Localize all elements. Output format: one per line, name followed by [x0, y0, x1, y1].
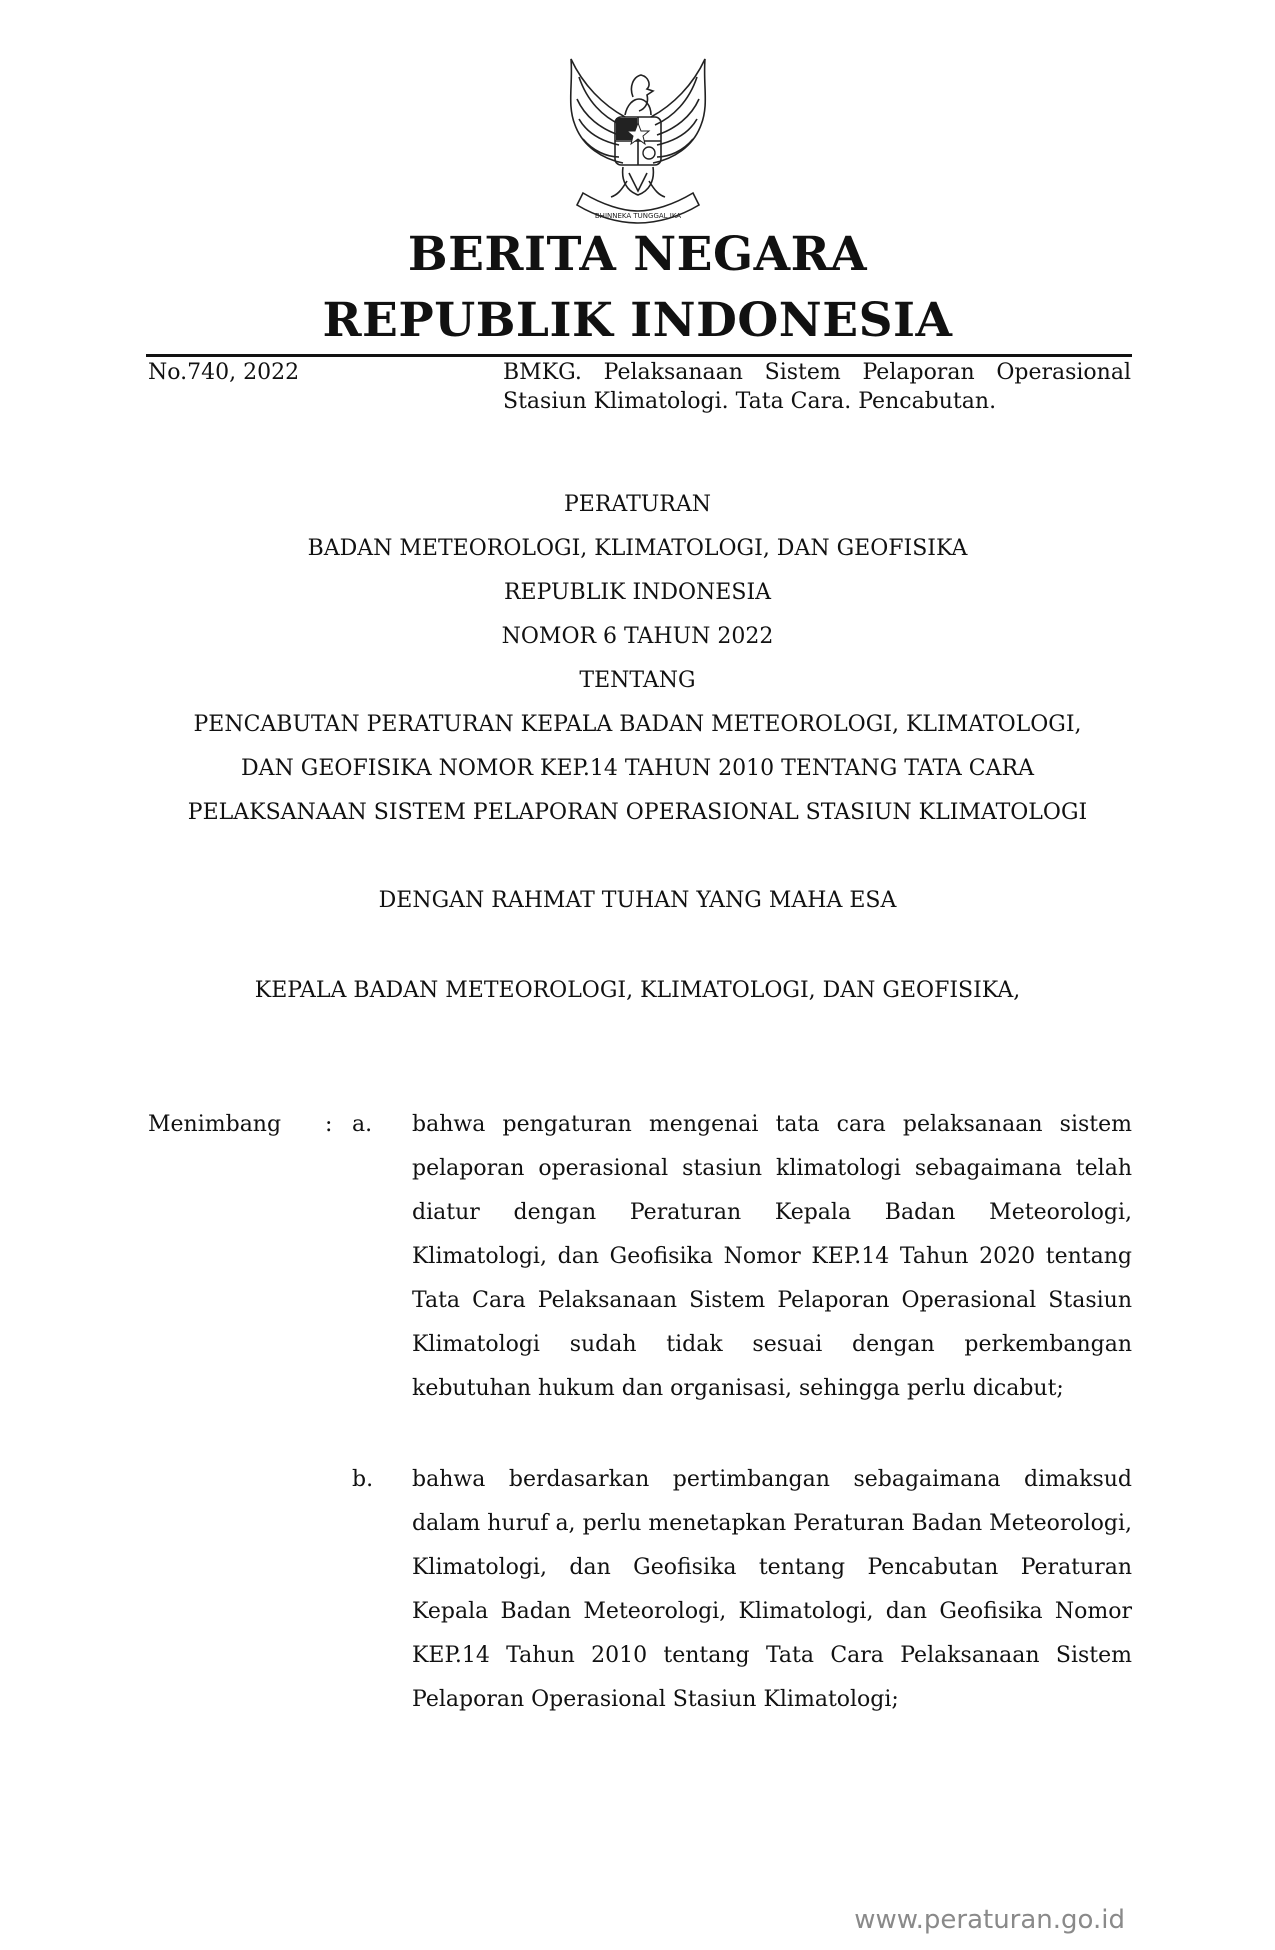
emblem-motto: BHINNEKA TUNGGAL IKA — [594, 212, 682, 220]
footer-website-link[interactable]: www.peraturan.go.id — [854, 1905, 1125, 1935]
preamble-blessing: DENGAN RAHMAT TUHAN YANG MAHA ESA — [378, 888, 897, 913]
regulation-title-line: DAN GEOFISIKA NOMOR KEP.14 TAHUN 2010 TENTANG TATA CARA — [241, 756, 1034, 781]
menimbang-label: Menimbang — [148, 1112, 282, 1137]
regulation-type: PERATURAN — [563, 492, 712, 517]
list-item-marker: b. — [352, 1467, 374, 1492]
garuda-pancasila-emblem-icon — [553, 55, 723, 233]
list-item-marker: a. — [352, 1112, 373, 1137]
menimbang-colon: : — [325, 1112, 333, 1137]
regulation-country: REPUBLIK INDONESIA — [503, 580, 772, 605]
masthead-divider — [146, 354, 1132, 357]
document-subject: BMKG. Pelaksanaan Sistem Pelaporan Operasional Stasiun Klimatologi. Tata Cara. Pencabutan. — [503, 360, 1131, 414]
regulation-number: NOMOR 6 TAHUN 2022 — [501, 624, 774, 649]
list-item: bahwa berdasarkan pertimbangan sebagaimana dimaksud dalam huruf a, perlu menetapkan Peraturan Badan Meteorologi, Klimatologi, dan Geofisika tentang Pencabutan Peraturan Kepala Badan Meteorologi, Klimatologi, dan Geofisika Nomor KEP.14 Tahun 2010 tentang Tata Cara Pelaksanaan Sistem Pelaporan Operasional Stasiun Klimatologi; — [412, 1467, 1132, 1712]
regulation-title-line: PENCABUTAN PERATURAN KEPALA BADAN METEOROLOGI, KLIMATOLOGI, — [193, 712, 1082, 737]
regulation-about: TENTANG — [579, 668, 696, 693]
document-number: No.740, 2022 — [148, 360, 300, 385]
regulation-agency: BADAN METEOROLOGI, KLIMATOLOGI, DAN GEOFISIKA — [307, 536, 968, 561]
masthead-subtitle: REPUBLIK INDONESIA — [322, 293, 953, 348]
preamble-issuer: KEPALA BADAN METEOROLOGI, KLIMATOLOGI, DAN GEOFISIKA, — [254, 978, 1021, 1003]
regulation-title-line: PELAKSANAAN SISTEM PELAPORAN OPERASIONAL STASIUN KLIMATOLOGI — [187, 800, 1088, 825]
masthead-title: BERITA NEGARA — [407, 227, 868, 282]
list-item: bahwa pengaturan mengenai tata cara pelaksanaan sistem pelaporan operasional stasiun klimatologi sebagaimana telah diatur dengan Peraturan Kepala Badan Meteorologi, Klimatologi, dan Geofisika Nomor KEP.14 Tahun 2020 tentang Tata Cara Pelaksanaan Sistem Pelaporan Operasional Stasiun Klimatologi sudah tidak sesuai dengan perkembangan kebutuhan hukum dan organisasi, sehingga perlu dicabut; — [412, 1112, 1132, 1401]
